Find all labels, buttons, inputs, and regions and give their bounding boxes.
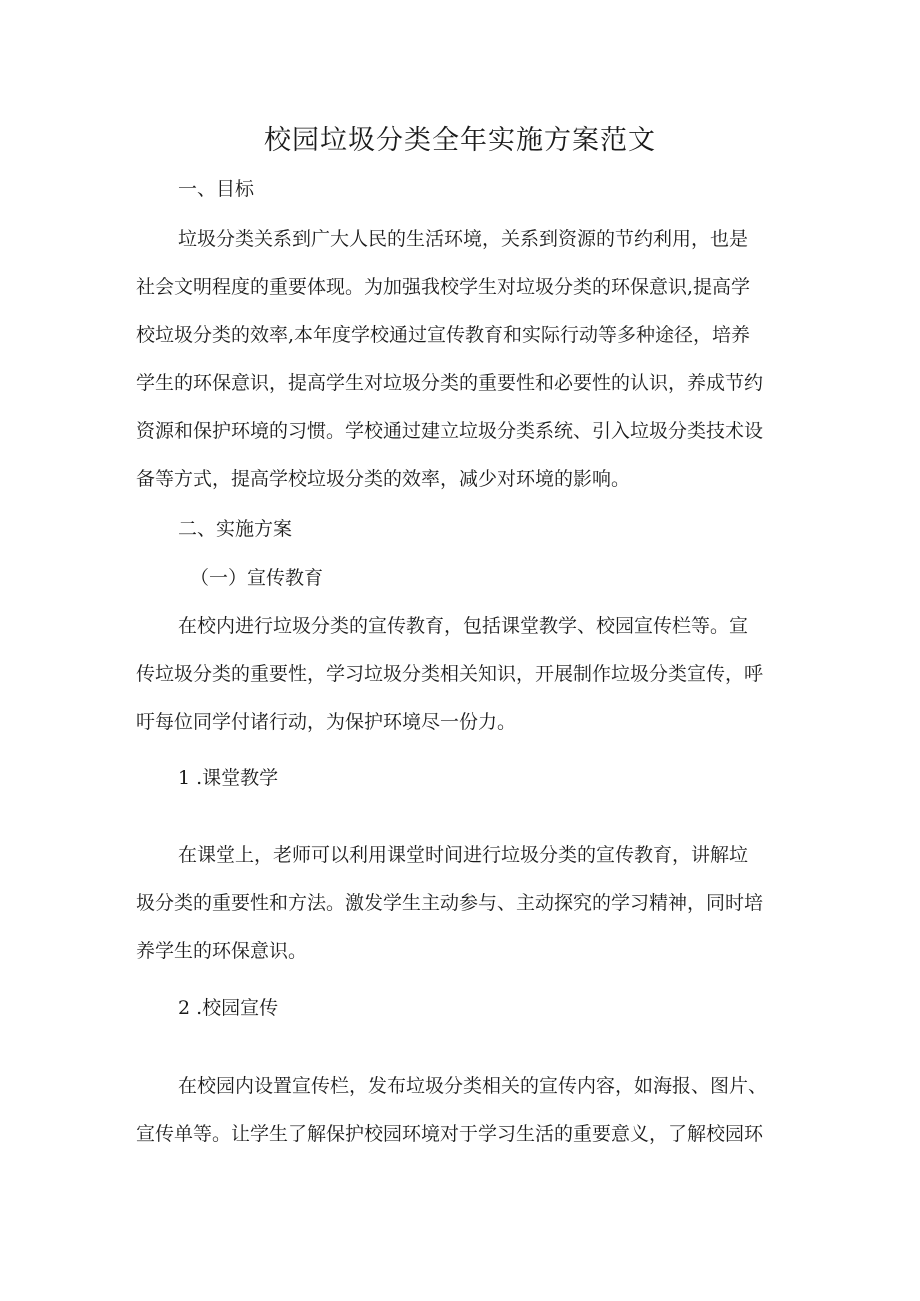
- section-heading-plan: 二、实施方案: [178, 518, 293, 540]
- section-heading-goal: 一、目标: [178, 178, 255, 200]
- paragraph-line: 资源和保护环境的习惯。学校通过建立垃圾分类系统、引入垃圾分类技术设: [136, 420, 764, 442]
- paragraph-line: 垃圾分类关系到广大人民的生活环境，关系到资源的节约利用，也是: [178, 228, 749, 250]
- paragraph-line: 宣传单等。让学生了解保护校园环境对于学习生活的重要意义，了解校园环: [136, 1123, 764, 1145]
- subsection-heading-publicity: （一）宣传教育: [190, 567, 324, 589]
- item-heading-campus: 2 .校园宣传: [178, 997, 279, 1019]
- item-heading-classroom: 1 .课堂教学: [178, 767, 279, 789]
- document-title: 校园垃圾分类全年实施方案范文: [264, 125, 656, 156]
- paragraph-line: 学生的环保意识，提高学生对垃圾分类的重要性和必要性的认识，养成节约: [136, 372, 764, 394]
- paragraph-line: 传垃圾分类的重要性，学习垃圾分类相关知识，开展制作垃圾分类宣传，呼: [136, 663, 764, 685]
- paragraph-line: 吁每位同学付诸行动，为保护环境尽一份力。: [136, 711, 517, 733]
- paragraph-line: 社会文明程度的重要体现。为加强我校学生对垃圾分类的环保意识,提高学: [136, 276, 751, 298]
- paragraph-line: 在校园内设置宣传栏，发布垃圾分类相关的宣传内容，如海报、图片、: [178, 1075, 768, 1097]
- paragraph-line: 校垃圾分类的效率,本年度学校通过宣传教育和实际行动等多种途径，培养: [136, 324, 751, 346]
- paragraph-line: 养学生的环保意识。: [136, 940, 308, 962]
- paragraph-line: 在课堂上，老师可以利用课堂时间进行垃圾分类的宣传教育，讲解垃: [178, 844, 749, 866]
- paragraph-line: 在校内进行垃圾分类的宣传教育，包括课堂教学、校园宣传栏等。宣: [178, 615, 749, 637]
- paragraph-line: 备等方式，提高学校垃圾分类的效率，减少对环境的影响。: [136, 468, 631, 490]
- paragraph-line: 圾分类的重要性和方法。激发学生主动参与、主动探究的学习精神，同时培: [136, 892, 764, 914]
